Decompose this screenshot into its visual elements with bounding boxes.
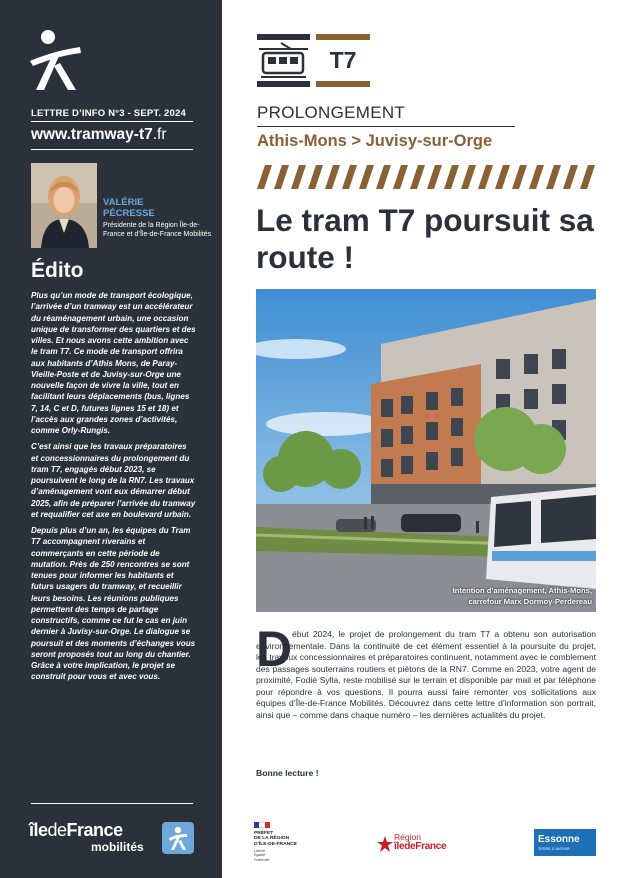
idf-logo-word1: île bbox=[29, 820, 48, 840]
photo-caption-line: Intention d’aménagement, Athis-Mons, bbox=[452, 586, 592, 595]
region-logo-top: Région bbox=[394, 832, 421, 842]
photo-caption bbox=[453, 586, 592, 607]
issue-label: LETTRE D’INFO N°3 - SEPT. 2024 bbox=[31, 108, 186, 119]
dropcap: D bbox=[256, 621, 293, 677]
prefet-line: DE LA RÉGION bbox=[254, 836, 290, 842]
edito-title: Édito bbox=[31, 259, 84, 282]
edito-paragraph: Plus qu’un mode de transport écologique, l’arrivée d’un tramway est un accélérateur du réaménagement urbain, une occasion unique de transformer des quartiers et des villes. Et nous avons cette ambition avec le tram T7. Ce mode de transport offrira aux habitants d’Athis Mons, de Paray-Vieille-Poste et de Juvisy-sur-Orge une nouvelle façon de vivre la ville, tout en facilitant leurs déplacements (bus, lignes 7, 14, C et D, futures lignes 15 et 18) et l’accès aux grandes zones d’activités, comme Orly-Rungis. bbox=[31, 291, 196, 435]
sign-off: Bonne lecture ! bbox=[256, 768, 319, 778]
badge-bar bbox=[316, 81, 370, 87]
region-logo-bottom: îledeFrance bbox=[394, 841, 447, 852]
divider bbox=[257, 126, 515, 127]
tram-icon bbox=[257, 34, 310, 87]
divider bbox=[31, 149, 193, 150]
signer-portrait bbox=[31, 163, 97, 248]
website-suffix: .fr bbox=[152, 126, 167, 143]
line-badge bbox=[316, 34, 370, 87]
idf-logo-word2: de bbox=[47, 820, 67, 840]
headline: Le tram T7 poursuit sa route ! bbox=[256, 202, 594, 275]
edito-paragraph: Depuis plus d’un an, les équipes du Tram T7 accompagnent riverains et commerçants en cette période de mutation. Près de 250 rencontres se sont tenues pour informer les habitants et futurs usagers du tramway, et recueillir leurs besoins. Les réunions publiques permettent des temps de partage constructifs, comme ce fut le cas en juin dernier à Juvisy-sur-Orge. Le dialogue se poursuit et des moments d’échanges vous seront proposés tout au long du chantier. Grâce à votre implication, le projet se construit pour vous et avec vous. bbox=[31, 526, 196, 682]
walking-person-logo-icon bbox=[26, 28, 84, 94]
prefet-line: PRÉFET bbox=[254, 831, 274, 836]
prefet-line: D’ÎLE-DE-FRANCE bbox=[254, 841, 297, 847]
signer-last-name: PÉCRESSE bbox=[103, 208, 155, 219]
essonne-logo bbox=[534, 829, 596, 856]
article-body: ébut 2024, le projet de prolongement du tram T7 a obtenu son autorisation environnementale. Dans la continuité de cet élément essentiel à la poursuite du projet, les travaux concessionnaires et préparatoires continuent, notamment avec le comblement des passages souterrains routiers et piétons de la RN7. Comme en 2023, votre agent de proximité, Fodié Sylla, reste mobilisé sur le terrain et disponible par mail et par téléphone pour répondre à vos questions. Il pourra aussi faire remonter vos sollicitations aux équipes d’Île-de-France Mobilités. Découvrez dans cette lettre d’information son portrait, ainsi que – comme dans chaque numéro – les dernières actualités du projet. bbox=[256, 629, 596, 720]
route-title: Athis-Mons > Juvisy-sur-Orge bbox=[257, 132, 493, 150]
edito-paragraph: C’est ainsi que les travaux préparatoires et concessionnaires du prolongement du tram T7, engagés début 2023, se poursuivent le long de la RN7. Les travaux d’aménagement vont eux démarrer début 2025, afin de préparer l’arrivée du tramway et requalifier cet axe en boulevard urbain. bbox=[31, 442, 196, 519]
prefet-logo bbox=[254, 822, 326, 862]
signer-name bbox=[103, 197, 203, 219]
divider bbox=[31, 121, 193, 122]
prefet-motto: Liberté bbox=[254, 849, 265, 854]
edito-text bbox=[31, 290, 196, 688]
line-label: T7 bbox=[329, 47, 357, 73]
prefet-motto: Égalité bbox=[254, 853, 265, 858]
region-logo bbox=[377, 832, 457, 856]
photo-caption-line: carrefour Marx Dormoy-Perdereau bbox=[468, 596, 592, 606]
website-link[interactable] bbox=[31, 126, 167, 144]
idf-mobilites-logo bbox=[29, 820, 144, 854]
region-star-icon bbox=[377, 836, 393, 852]
badge-bar bbox=[316, 34, 370, 40]
idf-mobilites-icon bbox=[162, 822, 194, 854]
signer-role: Présidente de la Région Île-de-France et d’Île-de-France Mobilités bbox=[103, 222, 212, 238]
prefet-motto: Fraternité bbox=[254, 857, 270, 862]
essonne-sub: TERRE D’AVENIR bbox=[538, 847, 570, 851]
signer-first-name: VALÉRIE bbox=[103, 197, 144, 208]
essonne-name: Essonne bbox=[538, 834, 580, 845]
kicker: PROLONGEMENT bbox=[257, 103, 406, 122]
website-domain: tramway-t7 bbox=[70, 126, 153, 143]
website-prefix: www. bbox=[31, 126, 71, 143]
hatch-stripes bbox=[257, 165, 596, 189]
idf-logo-word3: France bbox=[66, 820, 123, 840]
idf-logo-sub: mobilités bbox=[91, 840, 144, 854]
project-rendering bbox=[256, 289, 596, 612]
french-flag-icon bbox=[254, 822, 270, 828]
sidebar bbox=[0, 0, 222, 878]
divider bbox=[31, 803, 193, 804]
